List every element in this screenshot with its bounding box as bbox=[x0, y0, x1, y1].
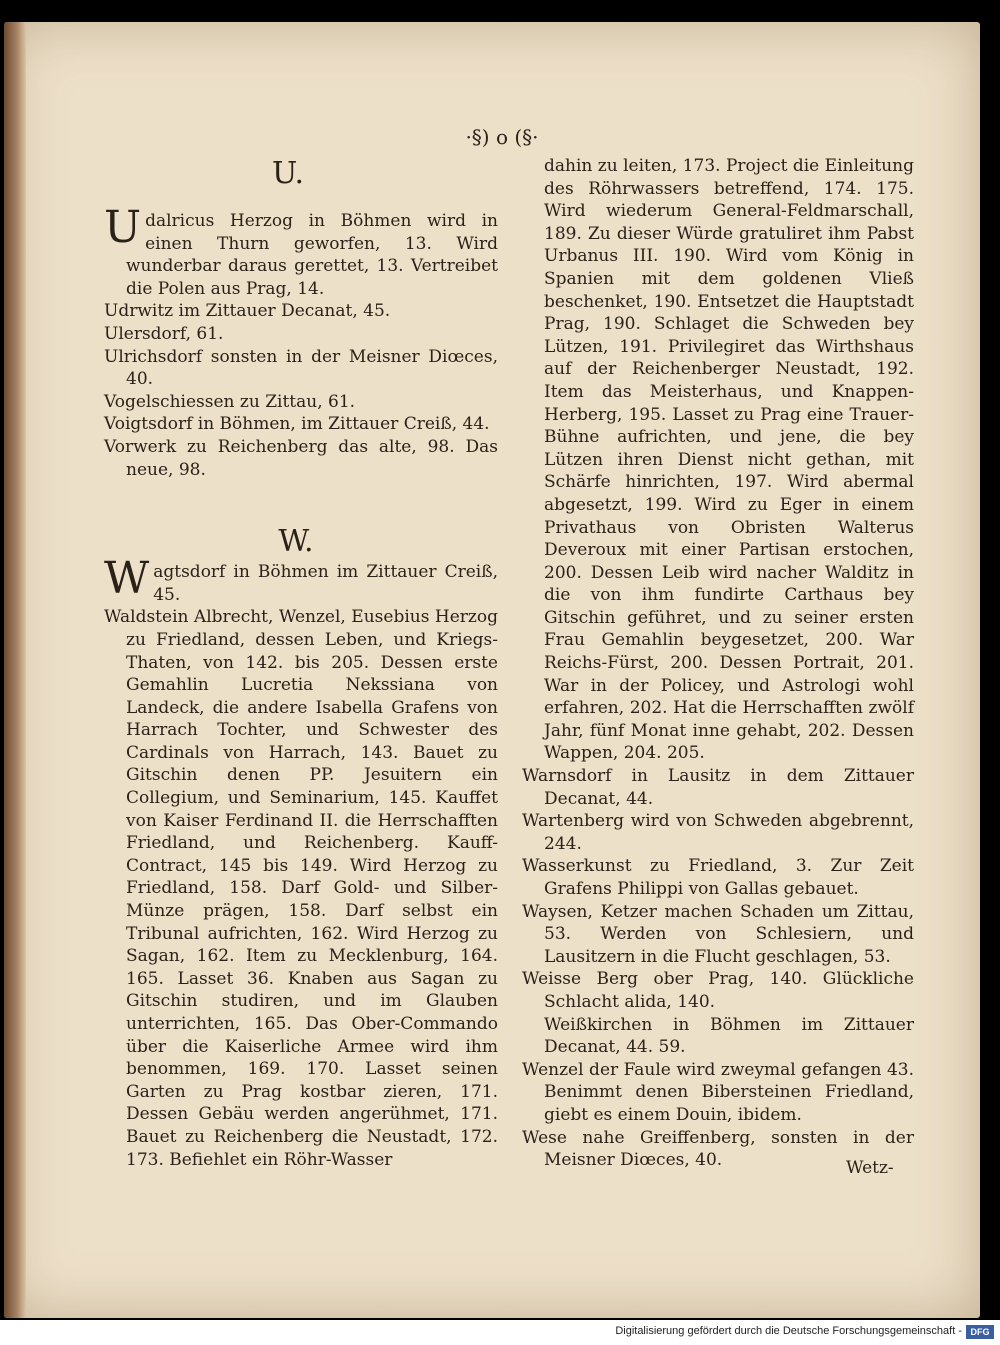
drop-cap-u: U bbox=[104, 202, 142, 253]
drop-cap-w: W bbox=[104, 553, 150, 605]
index-entry: Waysen, Ketzer machen Schaden um Zittau, 53. Werden von Schlesiern, und Lausitzern in die Flucht geschlagen, 53. bbox=[522, 901, 914, 967]
index-entry: Wasserkunst zu Friedland, 3. Zur Zeit Grafens Philippi von Gallas gebauet. bbox=[522, 856, 914, 899]
index-entry: Udrwitz im Zittauer Decanat, 45. bbox=[104, 301, 391, 322]
right-column bbox=[522, 155, 914, 1172]
index-entry: Udalricus Herzog in Böhmen wird in einen Thurn geworfen, 13. Wird wunderbar daraus gerettet, 13. Vertreibet die Polen aus Prag, 14. bbox=[104, 202, 498, 299]
index-entry: Ulrichsdorf sonsten in der Meisner Diœces, 40. bbox=[104, 346, 498, 390]
index-entry: Ulersdorf, 61. bbox=[104, 323, 224, 344]
digitization-footer bbox=[0, 1320, 1000, 1345]
section-heading-w: W. bbox=[278, 524, 314, 559]
index-entry: Waldstein Albrecht, Wenzel, Eusebius Herzog zu Friedland, dessen Leben, und Kriegs-Thaten, von 142. bis 205. Dessen erste Gemahlin Lucretia Nekssiana von Landeck, die andere Isabella Grafens von Harrach Tochter, und Schwester des Cardinals von Harrach, 143. Bauet zu Gitschin denen PP. Jesuitern ein Collegium, und Seminarium, 145. Kauffet von Kaiser Ferdinand II. die Herrschafften Friedland, und Reichenberg. Kauff-Contract, 145 bis 149. Wird Herzog zu Friedland, 158. Darf Gold- und Silber-Münze prägen, 158. Darf selbst ein Tribunal aufrichten, 162. Wird Herzog zu Sagan, 162. Item zu Mecklenburg, 164. 165. Lasset 36. Knaben aus Sagan zu Gitschin studiren, und im Glauben unterrichten, 165. Das Ober-Commando über die Kaiserliche Armee wird ihm benommen, 169. 170. Lasset seinen Garten zu Prag kostbar zieren, 171. Dessen Gebäu werden angerühmet, 171. Bauet zu Reichenberg die Neustadt, 172. 173. Befiehlet ein Röhr-Wasser bbox=[104, 607, 498, 1170]
index-entry: Wenzel der Faule wird zweymal gefangen 43. Benimmt denen Bibersteinen Friedland, giebt es einem Douin, ibidem. bbox=[522, 1059, 914, 1125]
index-entry: Warnsdorf in Lausitz in dem Zittauer Decanat, 44. bbox=[522, 766, 914, 809]
index-entry: Weisse Berg ober Prag, 140. Glückliche Schlacht alida, 140. bbox=[522, 969, 914, 1012]
index-entry: Vogelschiessen zu Zittau, 61. bbox=[104, 391, 356, 412]
funding-notice: Digitalisierung gefördert durch die Deutsche Forschungsgemeinschaft - bbox=[615, 1325, 962, 1337]
index-entry: Wagtsdorf in Böhmen im Zittauer Creiß, 45. bbox=[104, 553, 498, 605]
index-entry: Wartenberg wird von Schweden abgebrennt, 244. bbox=[522, 811, 914, 854]
svg-text:·§) o (§·: ·§) o (§· bbox=[465, 125, 539, 149]
entry-continuation: dahin zu leiten, 173. Project die Einleitung des Röhrwassers betreffend, 174. 175. Wird wiederum General-Feldmarschall, 189. Zu dieser Würde gratuliret ihm Pabst Urbanus III. 190. Wird vom König in Spanien mit dem goldenen Vließ beschenket, 190. Entsetzet die Hauptstadt Prag, 190. Schlaget die Schweden bey Lützen, 191. Privilegiret das Wirthshaus auf der Reichenberger Neustadt, 192. Item das Meisterhaus, und Knappen-Herberg, 195. Lasset zu Prag eine Trauer-Bühne aufrichten, und jene, die bey Lützen ihren Dienst nicht gethan, mit Schärfe hinrichten, 197. Wird abermal abgesetzt, 199. Wird zu Eger in einem Privathaus von Obristen Walterus Deveroux mit einer Partisan erstochen, 200. Dessen Leib wird nacher Walditz in die von ihm fundirte Carthaus bey Gitschin geführet, und zu seiner ersten Frau Gemahlin beygesetzet, 200. War Reichs-Fürst, 200. Dessen Portrait, 201. War in der Policey, und Astrologi wohl erfahren, 202. Hat die Herrschafften zwölf Jahr, fünf Monat inne gehabt, 202. Dessen Wappen, 204. 205. bbox=[544, 156, 914, 764]
index-entry: Weißkirchen in Böhmen im Zittauer Decanat, 44. 59. bbox=[544, 1014, 914, 1058]
section-heading-u: U. bbox=[271, 156, 305, 191]
header-ornament bbox=[412, 122, 592, 152]
index-entry: Wese nahe Greiffenberg, sonsten in der Meisner Diœces, 40. bbox=[522, 1127, 914, 1171]
left-column bbox=[104, 202, 498, 1171]
dfg-logo-icon: DFG bbox=[966, 1325, 994, 1339]
index-entry: Vorwerk zu Reichenberg das alte, 98. Das neue, 98. bbox=[104, 436, 498, 480]
index-entry: Voigtsdorf in Böhmen, im Zittauer Creiß, 44. bbox=[104, 414, 490, 435]
book-spine bbox=[4, 22, 26, 1318]
section-spacer bbox=[104, 481, 498, 561]
catchword: Wetz- bbox=[846, 1158, 894, 1178]
